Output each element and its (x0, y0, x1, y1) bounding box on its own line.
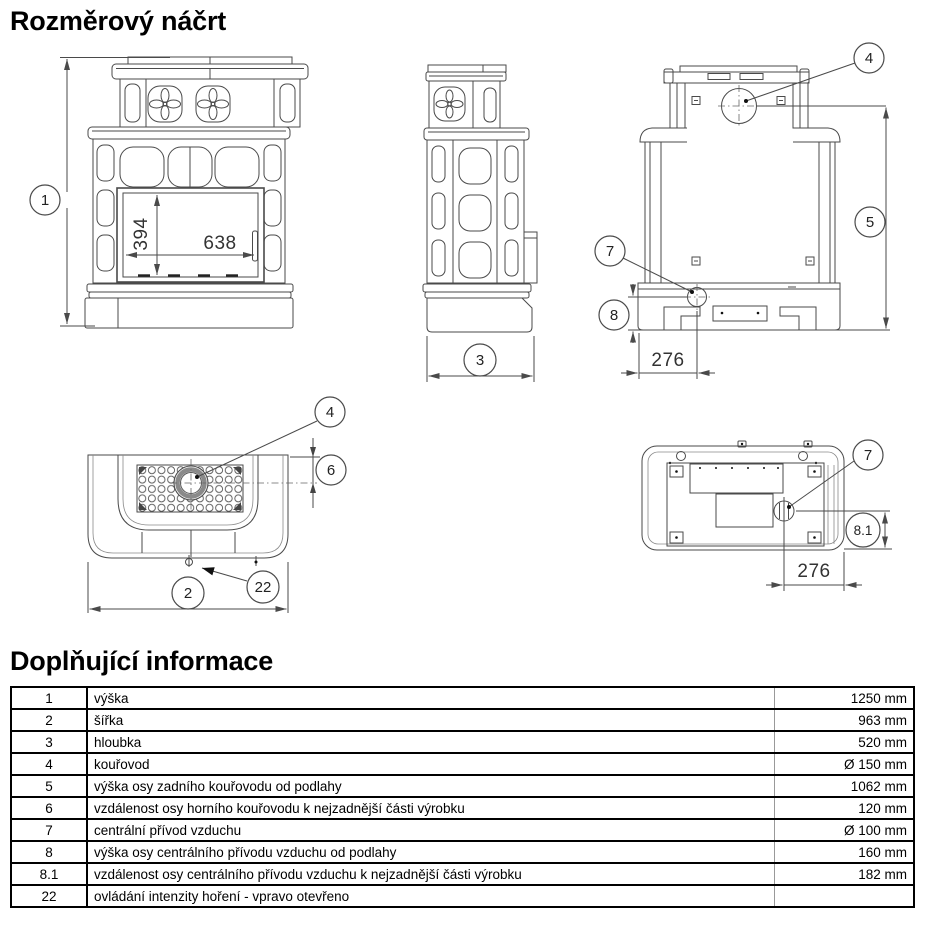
row-number: 8.1 (11, 863, 87, 885)
top-view-drawing (88, 397, 346, 613)
table-row (11, 863, 914, 885)
row-value (775, 885, 915, 907)
table-row (11, 841, 914, 863)
row-description: výška (87, 687, 775, 709)
balloon-3 (464, 344, 496, 376)
flower-tile-icon (196, 86, 230, 122)
flower-tile-icon (434, 87, 465, 121)
page-title: Rozměrový náčrt (10, 6, 227, 36)
additional-info-table (10, 686, 915, 908)
svg-text:8: 8 (609, 307, 619, 324)
row-value: 520 mm (775, 731, 915, 753)
row-value: 160 mm (775, 841, 915, 863)
dim-bottom-air-offset-label: 276 (797, 561, 831, 582)
row-value: 182 mm (775, 863, 915, 885)
door-handle (253, 231, 258, 261)
balloon-2 (172, 577, 204, 609)
rear-flue-box (524, 232, 537, 283)
table-row (11, 885, 914, 907)
balloon-4 (854, 43, 884, 73)
row-value: 963 mm (775, 709, 915, 731)
bottom-view-drawing (642, 440, 892, 591)
row-value: 1250 mm (775, 687, 915, 709)
row-number: 8 (11, 841, 87, 863)
row-number: 4 (11, 753, 87, 775)
balloon-7 (595, 236, 625, 266)
row-value: Ø 100 mm (775, 819, 915, 841)
svg-text:7: 7 (863, 447, 873, 464)
svg-text:5: 5 (865, 214, 875, 231)
row-number: 2 (11, 709, 87, 731)
svg-text:3: 3 (475, 352, 485, 369)
row-number: 1 (11, 687, 87, 709)
row-description: výška osy centrálního přívodu vzduchu od podlahy (87, 841, 775, 863)
balloon-8 (599, 300, 629, 330)
row-value: Ø 150 mm (775, 753, 915, 775)
dim-rear-air-offset-label: 276 (651, 350, 685, 371)
side-view-drawing (423, 65, 537, 382)
row-number: 6 (11, 797, 87, 819)
table-row (11, 709, 914, 731)
balloon-22 (247, 571, 279, 603)
table-row (11, 753, 914, 775)
row-description: šířka (87, 709, 775, 731)
svg-text:4: 4 (325, 404, 335, 421)
row-number: 5 (11, 775, 87, 797)
table-row (11, 797, 914, 819)
row-value: 120 mm (775, 797, 915, 819)
svg-text:4: 4 (864, 50, 874, 67)
row-number: 22 (11, 885, 87, 907)
table-row (11, 775, 914, 797)
rear-view-drawing (595, 43, 890, 379)
svg-text:22: 22 (254, 579, 272, 596)
info-section-title: Doplňující informace (10, 646, 274, 676)
balloon-7-bottom (853, 440, 883, 470)
row-description: ovládání intenzity hoření - vpravo otevřeno (87, 885, 775, 907)
row-number: 7 (11, 819, 87, 841)
row-description: výška osy zadního kouřovodu od podlahy (87, 775, 775, 797)
flower-tile-icon (148, 86, 182, 122)
row-description: vzdálenost osy horního kouřovodu k nejzadnější části výrobku (87, 797, 775, 819)
svg-text:1: 1 (40, 192, 50, 209)
balloon-8-1 (846, 513, 880, 547)
svg-text:6: 6 (326, 462, 336, 479)
dim-door-width-label: 638 (203, 233, 237, 254)
row-description: centrální přívod vzduchu (87, 819, 775, 841)
table-row (11, 687, 914, 709)
balloon-5 (855, 207, 885, 237)
svg-text:8.1: 8.1 (853, 523, 873, 538)
balloon-6 (316, 455, 346, 485)
table-row (11, 731, 914, 753)
svg-text:2: 2 (183, 585, 193, 602)
row-description: hloubka (87, 731, 775, 753)
svg-text:7: 7 (605, 243, 615, 260)
row-description: vzdálenost osy centrálního přívodu vzduchu k nejzadnější části výrobku (87, 863, 775, 885)
row-value: 1062 mm (775, 775, 915, 797)
front-view-drawing (30, 57, 308, 328)
row-description: kouřovod (87, 753, 775, 775)
row-number: 3 (11, 731, 87, 753)
table-row (11, 819, 914, 841)
balloon-4-top (315, 397, 345, 427)
balloon-1 (30, 185, 60, 215)
dim-door-height-label: 394 (131, 217, 152, 251)
